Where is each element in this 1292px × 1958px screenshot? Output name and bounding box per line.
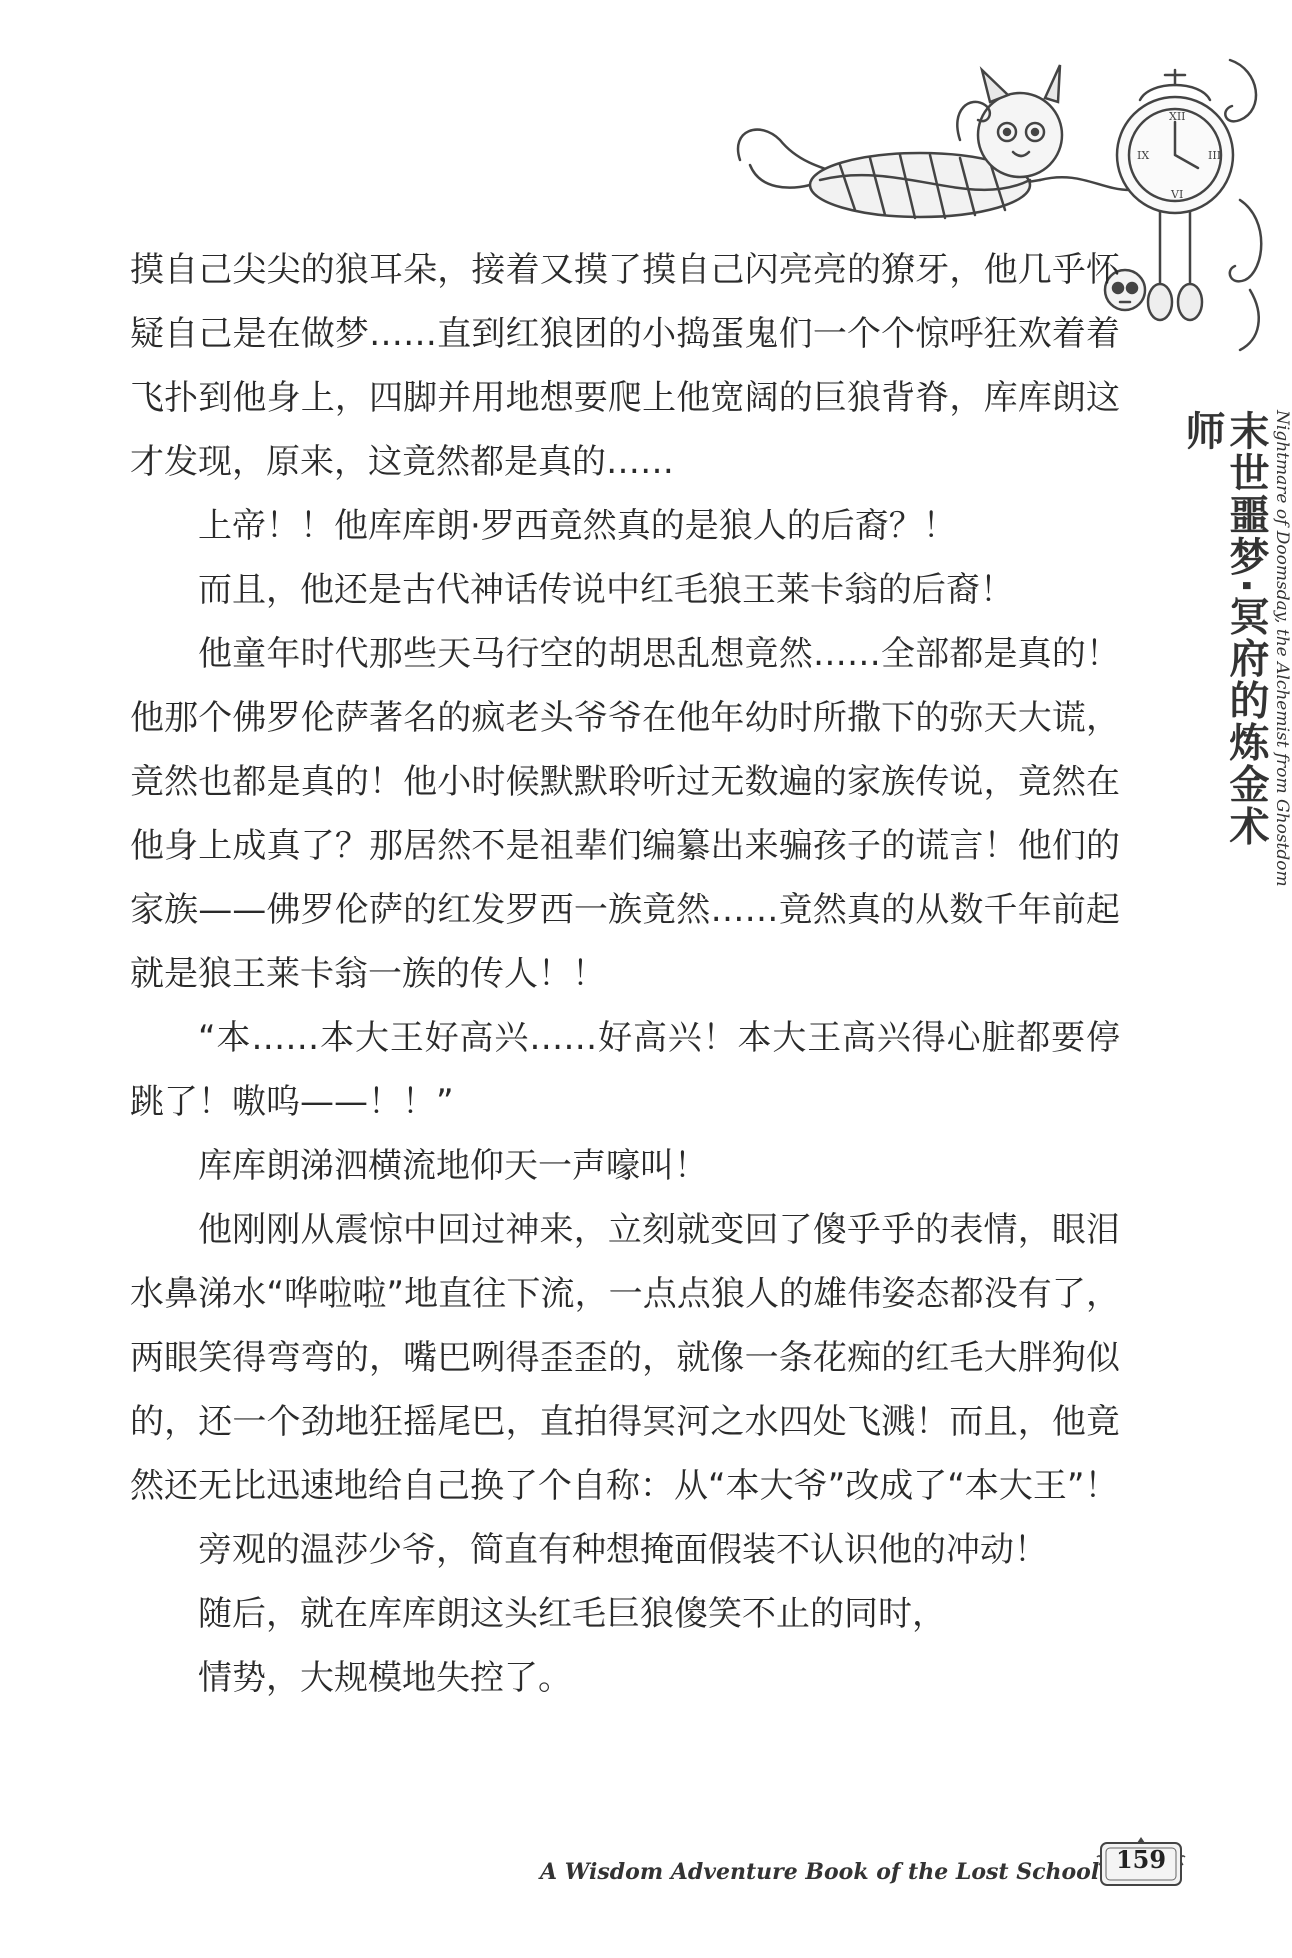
page-footer <box>540 1835 1240 1895</box>
paragraph: “本……本大王好高兴……好高兴！本大王高兴得心脏都要停跳了！嗷呜——！！” <box>130 1018 1120 1122</box>
paragraph: 而且，他还是古代神话传说中红毛狼王莱卡翁的后裔！ <box>198 570 1014 610</box>
svg-text:VI: VI <box>1171 188 1184 201</box>
side-title <box>1179 410 1292 887</box>
paragraph: 情势，大规模地失控了。 <box>198 1658 572 1698</box>
paragraph: 旁观的温莎少爷，简直有种想掩面假装不认识他的冲动！ <box>198 1530 1048 1570</box>
page-number: 159 <box>1115 1845 1167 1874</box>
side-title-chinese: 末世噩梦·冥府的炼金术师 <box>1179 410 1269 848</box>
svg-text:IX: IX <box>1137 149 1150 162</box>
paragraph: 库库朗涕泗横流地仰天一声嚎叫！ <box>198 1146 708 1186</box>
page-number-badge <box>1095 1835 1187 1891</box>
body-text <box>130 238 1120 1710</box>
paragraph: 摸自己尖尖的狼耳朵，接着又摸了摸自己闪亮亮的獠牙，他几乎怀疑自己是在做梦……直到红狼团的小捣蛋鬼们一个个惊呼狂欢着着飞扑到他身上，四脚并用地想要爬上他宽阔的巨狼背脊，库库朗这才发现，原来，这竟然都是真的…… <box>130 250 1120 482</box>
svg-text:XII: XII <box>1169 110 1186 123</box>
svg-text:III: III <box>1208 149 1222 162</box>
paragraph: 上帝！！他库库朗·罗西竟然真的是狼人的后裔？！ <box>198 506 957 546</box>
paragraph: 他童年时代那些天马行空的胡思乱想竟然……全部都是真的！他那个佛罗伦萨著名的疯老头爷爷在他年幼时所撒下的弥天大谎，竟然也都是真的！他小时候默默聆听过无数遍的家族传说，竟然在他身上成真了？那居然不是祖辈们编纂出来骗孩子的谎言！他们的家族——佛罗伦萨的红发罗西一族竟然……竟然真的从数千年前起就是狼王莱卡翁一族的传人！！ <box>130 634 1120 994</box>
paragraph: 随后，就在库库朗这头红毛巨狼傻笑不止的同时， <box>198 1594 946 1634</box>
paragraph: 他刚刚从震惊中回过神来，立刻就变回了傻乎乎的表情，眼泪水鼻涕水“哗啦啦”地直往下流，一点点狼人的雄伟姿态都没有了，两眼笑得弯弯的，嘴巴咧得歪歪的，就像一条花痴的红毛大胖狗似的，还一个劲地狂摇尾巴，直拍得冥河之水四处飞溅！而且，他竟然还无比迅速地给自己换了个自称：从“本大爷”改成了“本大王”！ <box>130 1210 1120 1506</box>
side-title-english: Nightmare of Doomsday, the Alchemist from Ghostdom <box>1272 410 1292 887</box>
series-title: A Wisdom Adventure Book of the Lost School <box>540 1859 1100 1885</box>
